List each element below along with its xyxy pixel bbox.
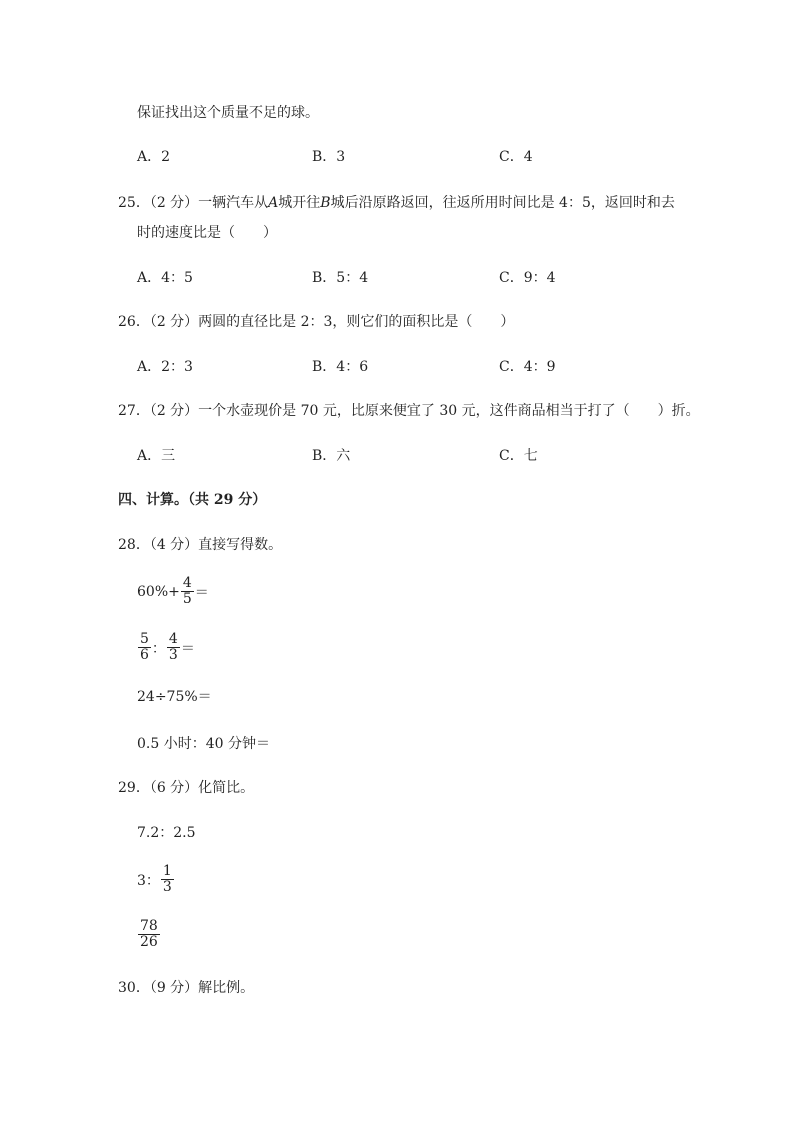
q29-e3-denominator: 26	[140, 934, 158, 950]
q29-e2-fraction	[161, 864, 174, 895]
q28-e2-numerator-1: 5	[140, 631, 149, 647]
q28-e2-denominator-2: 3	[168, 647, 178, 663]
q28-e1-post: ＝	[194, 584, 209, 601]
q28-expression-1	[137, 576, 209, 607]
q29-stem: 29．（6 分）化简比。	[118, 780, 255, 796]
q29-e2-numerator: 1	[162, 863, 172, 879]
q25-var-a: A	[268, 195, 279, 211]
q25-stem-post: 城后沿原路返回，往返所用时间比是 4：5，返回时和去	[330, 195, 675, 211]
q26-option-a: A．2：3	[137, 359, 193, 375]
q28-e1-fraction	[181, 576, 194, 607]
q29-expression-1: 7.2：2.5	[137, 825, 196, 841]
section-heading-calculation: 四、计算。（共 29 分）	[118, 492, 267, 508]
q28-expression-2	[137, 632, 195, 663]
q27-option-b: B．六	[312, 448, 351, 464]
q27-option-c: C．七	[499, 448, 538, 464]
q29-e3-fraction	[138, 919, 160, 950]
q26-stem: 26．（2 分）两圆的直径比是 2：3，则它们的面积比是（ ）	[118, 314, 515, 330]
q28-e1-denominator: 5	[182, 591, 192, 607]
q25-stem-line1	[118, 194, 675, 212]
q24-option-c: C．4	[499, 149, 533, 165]
q28-e2-ratio-sign: ：	[151, 640, 166, 657]
q29-e2-pre: 3：	[137, 872, 160, 889]
q25-stem-line2: 时的速度比是（ ）	[137, 225, 277, 241]
q28-e2-fraction-1	[138, 632, 151, 663]
q27-stem: 27．（2 分）一个水壶现价是 70 元，比原来便宜了 30 元，这件商品相当于打了（ ）折。	[118, 403, 700, 419]
q28-e1-numerator: 4	[182, 575, 192, 591]
q28-e2-denominator-1: 6	[140, 647, 149, 663]
q28-e2-numerator-2: 4	[168, 631, 178, 647]
q25-stem-mid: 城开往	[278, 195, 321, 211]
q24-continuation: 保证找出这个质量不足的球。	[137, 105, 319, 121]
q29-expression-2	[137, 864, 175, 895]
q29-e3-numerator: 78	[140, 918, 158, 934]
q28-e2-post: ＝	[180, 640, 195, 657]
q28-e2-fraction-2	[167, 632, 180, 663]
q27-option-a: A．三	[137, 448, 176, 464]
q30-stem: 30．（9 分）解比例。	[118, 980, 255, 996]
q25-var-b: B	[320, 195, 331, 211]
q29-e2-denominator: 3	[162, 879, 172, 895]
q26-option-c: C．4：9	[499, 359, 556, 375]
q24-option-a: A．2	[137, 149, 171, 165]
q28-expression-3: 24÷75%＝	[137, 689, 212, 705]
q26-option-b: B．4：6	[312, 359, 369, 375]
q29-expression-3	[137, 919, 161, 950]
q28-expression-4: 0.5 小时：40 分钟＝	[137, 736, 270, 752]
q25-stem-pre: 25．（2 分）一辆汽车从	[118, 195, 269, 211]
q25-option-a: A．4：5	[137, 270, 193, 286]
q28-e1-pre: 60%+	[137, 583, 180, 600]
q28-stem: 28．（4 分）直接写得数。	[118, 537, 283, 553]
q25-option-b: B．5：4	[312, 270, 369, 286]
q24-option-b: B．3	[312, 149, 346, 165]
q25-option-c: C．9：4	[499, 270, 556, 286]
